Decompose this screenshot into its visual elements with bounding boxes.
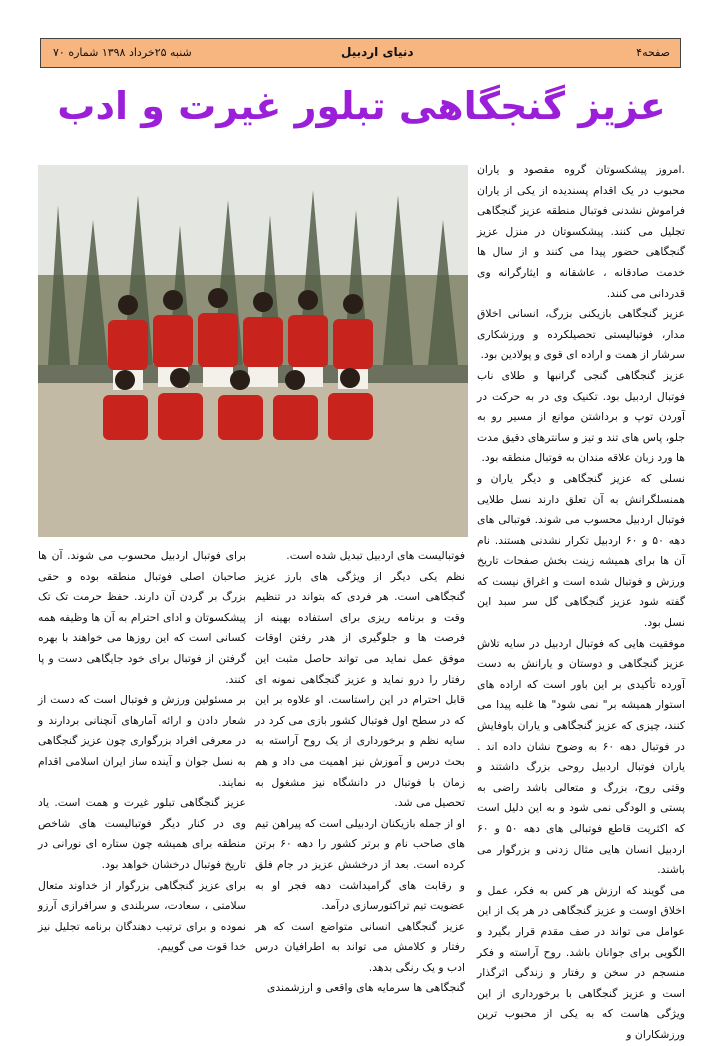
article-column-middle — [255, 546, 465, 999]
paragraph: بر مسئولین ورزش و فوتبال است که دست از شعار دادن و ارائه آمارهای آنچنانی بردارند و در معرفی افراد بزرگواری چون عزیز گنجگاهی به نسل جوان و آینده ساز ایران اسلامی اقدام نمایند. — [38, 693, 246, 789]
team-photo-icon — [38, 165, 468, 537]
article-column-right — [477, 160, 685, 1046]
paragraph: نظم یکی دیگر از ویژگی های بارز عزیز گنجگاهی است. هر فردی که بتواند در تنظیم وقت و برنامه ریزی برای استفاده بهینه از فرصت ها و جلوگیری از هدر رفتن اوقات موفق عمل نماید می تواند حاصل مثبت این رفتار را درو نماید و عزیز گنجگاهی نمونه ای قابل احترام در این راستاست. او علاوه بر این که در سطح اول فوتبال کشور بازی می کرد در سایه نظم و برخورداری از یک روح آراسته به بحث درس و آموزش نیز اهمیت می داد و هم زمان با فوتبال در دانشگاه نیز مشغول به تحصیل می شد. — [255, 569, 465, 810]
paragraph: او از جمله بازیکنان اردبیلی است که پیراهن تیم های صاحب نام و برتر کشور را دهه ۶۰ برتن کرده است. بعد از درخشش عزیز در جام فلق و رقابت های گرامیداشت دهه فجر او به عضویت تیم تراکتورسازی درآمد. — [255, 816, 465, 913]
article-title: عزیز گنجگاهی تبلور غیرت و ادب — [57, 84, 666, 128]
paragraph: عزیز گنجگاهی گنجی گرانبها و طلای ناب فوتبال اردبیل بود. تکنیک وی در به حرکت در آوردن توپ و برداشتن موانع از مسیر رو به جلو، پاس های تند و تیز و سانترهای دقیق مدت ها ورد زبان علاقه مندان به فوتبال منطقه بود. — [477, 368, 685, 465]
paragraph: می گویند که ارزش هر کس به فکر، عمل و اخلاق اوست و عزیز گنجگاهی در هر یک از این عوامل می تواند در صف مقدم قرار بگیرد و الگویی برای جوانان باشد. روح آراسته و فکر منسجم در سخن و رفتار و زندگی اثرگذار است و عزیز گنجگاهی با برخورداری از این ویژگی هاست که به یکی از محبوب ترین ورزشکاران و — [477, 883, 685, 1041]
paragraph: .امروز پیشکسوتان گروه مقصود و یاران محبوب در یک اقدام پسندیده از یکی از یاران فراموش نشدنی فوتبال منطقه عزیز گنجگاهی تجلیل می کنند. پیشکسوتان در منزل عزیز گنجگاهی حضور پیدا می کنند و از سال ها خدمت صادقانه ، عاشقانه و ایثارگرانه وی قدردانی می کنند. — [477, 163, 685, 300]
paragraph: گنجگاهی ها سرمایه های واقعی و ارزشمندی — [266, 981, 465, 995]
page-number: صفحه۴ — [636, 46, 670, 59]
team-photo — [38, 165, 468, 537]
page-header-bar — [40, 38, 681, 68]
paragraph: برای عزیز گنجگاهی بزرگوار از خداوند متعال سلامتی ، سعادت، سربلندی و سرافرازی آرزو نموده و برای ترتیب دهندگان برنامه تجلیل نیز خدا قوت می گوییم. — [38, 878, 246, 954]
paragraph: عزیز گنجگاهی بازیکنی بزرگ، انسانی اخلاق مدار، فوتبالیستی تحصیلکرده و ورزشکاری سرشار از همت و اراده ای قوی و پولادین بود. — [477, 307, 685, 362]
issue-date-number: شنبه ۲۵خرداد ۱۳۹۸ شماره ۷۰ — [53, 46, 192, 59]
paragraph: فوتبالیست های اردبیل تبدیل شده است. — [286, 549, 465, 562]
paragraph: برای فوتبال اردبیل محسوب می شوند. آن ها صاحبان اصلی فوتبال منطقه بوده و حقی بزرگ بر گردن آن دارند. حفظ حرمت تک تک پیشکسوتان و ادای احترام به آن ها وظیفه همه کسانی است که این روزها می خواهند با بهره گرفتن از فوتبال برای خود جایگاهی دست و پا کنند. — [38, 549, 246, 686]
paragraph: عزیز گنجگاهی انسانی متواضع است که هر رفتار و کلامش می تواند به اطرافیان درس ادب و یک رنگی بدهد. — [255, 919, 465, 974]
section-title: دنیای اردبیل — [341, 45, 414, 59]
article-column-left — [38, 546, 246, 958]
paragraph: نسلی که عزیز گنجگاهی و دیگر یاران و همنسلگرانش به آن تعلق دارند نسل طلایی فوتبال اردبیل محسوب می شوند. فوتبالی های دهه ۵۰ و ۶۰ اردبیل تکرار نشدنی هستند. نام آن ها برای همیشه زینت بخش صفحات تاریخ ورزش و فوتبال شده است و اغراق نیست که گفته شود عزیز گنجگاهی گل سر سبد این نسل بود. — [477, 471, 685, 630]
paragraph: موفقیت هایی که فوتبال اردبیل در سایه تلاش عزیز گنجگاهی و دوستان و یارانش به دست آورده تأکیدی بر این باور است که اراده های استوار همیشه بر" نمی شود" ها غلبه پیدا می کنند، چیزی که عزیز گنجگاهی و یاران باوفایش در فوتبال دهه ۶۰ به وضوح نشان داده اند . یاران فوتبال اردبیل روحی بزرگ داشتند و وقتی روح، بزرگ و متعالی باشد راضی به پستی و الودگی نمی شود و به این دلیل است که اکثریت قاطع فوتبالی های دهه ۵۰ و ۶۰ اردبیل انسان هایی مثال زدنی و بزرگوار می باشند. — [477, 636, 685, 877]
paragraph: عزیز گنجگاهی تبلور غیرت و همت است. یاد وی در کنار دیگر فوتبالیست های شاخص منطقه برای همیشه چون ستاره ای نورانی در تاریخ فوتبال درخشان خواهد بود. — [38, 796, 246, 871]
